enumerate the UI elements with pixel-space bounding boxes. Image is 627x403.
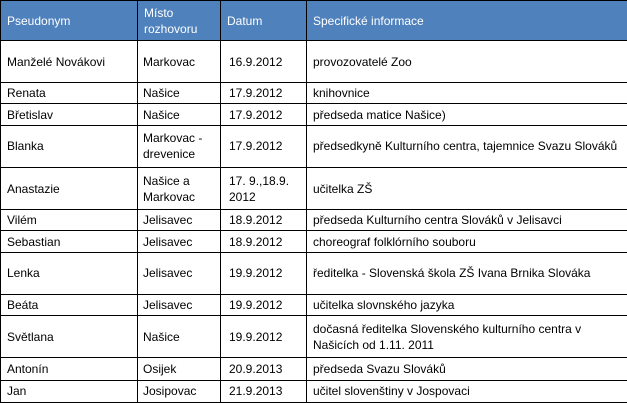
pseudonym-cell: Lenka bbox=[1, 252, 138, 294]
date-cell: 19.9.2012 bbox=[221, 316, 307, 358]
place-cell: Osijek bbox=[138, 358, 221, 380]
table-row bbox=[1, 358, 627, 380]
place-cell: Jelisavec bbox=[138, 252, 221, 294]
info-cell: předsedkyně Kulturního centra, tajemnice Svazu Slováků bbox=[307, 125, 627, 167]
date-cell: 21.9.2013 bbox=[221, 380, 307, 402]
pseudonym-cell: Jan bbox=[1, 380, 138, 402]
date-cell: 20.9.2013 bbox=[221, 358, 307, 380]
info-cell: choreograf folklórního souboru bbox=[307, 231, 627, 252]
date-cell: 17.9.2012 bbox=[221, 83, 307, 104]
table-row bbox=[1, 380, 627, 402]
header-pseudonym: Pseudonym bbox=[1, 1, 138, 41]
place-cell: Jelisavec bbox=[138, 294, 221, 315]
place-cell: Našice bbox=[138, 83, 221, 104]
info-cell: ředitelka - Slovenská škola ZŠ Ivana Brnika Slováka bbox=[307, 252, 627, 294]
info-cell: knihovnice bbox=[307, 83, 627, 104]
place-cell: Markovac -drevenice bbox=[138, 125, 221, 167]
date-cell: 17.9.2012 bbox=[221, 125, 307, 167]
pseudonym-cell: Anastazie bbox=[1, 167, 138, 209]
table-row bbox=[1, 104, 627, 125]
date-cell: 17. 9.,18.9. 2012 bbox=[221, 167, 307, 209]
info-cell: provozovatelé Zoo bbox=[307, 41, 627, 83]
pseudonym-cell: Antonín bbox=[1, 358, 138, 380]
date-cell: 19.9.2012 bbox=[221, 294, 307, 315]
place-cell: Našice bbox=[138, 104, 221, 125]
table-row bbox=[1, 231, 627, 252]
header-info: Specifické informace bbox=[307, 1, 627, 41]
header-date: Datum bbox=[221, 1, 307, 41]
place-cell: Markovac bbox=[138, 41, 221, 83]
date-cell: 16.9.2012 bbox=[221, 41, 307, 83]
date-cell: 17.9.2012 bbox=[221, 104, 307, 125]
pseudonym-cell: Blanka bbox=[1, 125, 138, 167]
pseudonym-cell: Břetislav bbox=[1, 104, 138, 125]
table-row bbox=[1, 294, 627, 315]
info-cell: předseda Svazu Slováků bbox=[307, 358, 627, 380]
table-row bbox=[1, 41, 627, 83]
table-row bbox=[1, 83, 627, 104]
pseudonym-cell: Vilém bbox=[1, 210, 138, 231]
header-row bbox=[1, 1, 627, 41]
table-row bbox=[1, 252, 627, 294]
pseudonym-cell: Manželé Novákovi bbox=[1, 41, 138, 83]
info-cell: učitel slovenštiny v Jospovaci bbox=[307, 380, 627, 402]
info-cell: učitelka slovnského jazyka bbox=[307, 294, 627, 315]
info-cell: předseda Kulturního centra Slováků v Jelisavci bbox=[307, 210, 627, 231]
place-cell: Našice bbox=[138, 316, 221, 358]
pseudonym-cell: Beáta bbox=[1, 294, 138, 315]
info-cell: předseda matice Našice) bbox=[307, 104, 627, 125]
place-cell: Jelisavec bbox=[138, 231, 221, 252]
place-cell: Jelisavec bbox=[138, 210, 221, 231]
date-cell: 18.9.2012 bbox=[221, 231, 307, 252]
table-row bbox=[1, 316, 627, 358]
table-row bbox=[1, 210, 627, 231]
place-cell: Josipovac bbox=[138, 380, 221, 402]
table-row bbox=[1, 125, 627, 167]
info-cell: učitelka ZŠ bbox=[307, 167, 627, 209]
header-place: Místo rozhovoru bbox=[138, 1, 221, 41]
place-cell: Našice a Markovac bbox=[138, 167, 221, 209]
info-cell: dočasná ředitelka Slovenského kulturního centra v Našicích od 1.11. 2011 bbox=[307, 316, 627, 358]
date-cell: 18.9.2012 bbox=[221, 210, 307, 231]
pseudonym-cell: Renata bbox=[1, 83, 138, 104]
pseudonym-cell: Sebastian bbox=[1, 231, 138, 252]
pseudonym-cell: Světlana bbox=[1, 316, 138, 358]
table-row bbox=[1, 167, 627, 209]
date-cell: 19.9.2012 bbox=[221, 252, 307, 294]
